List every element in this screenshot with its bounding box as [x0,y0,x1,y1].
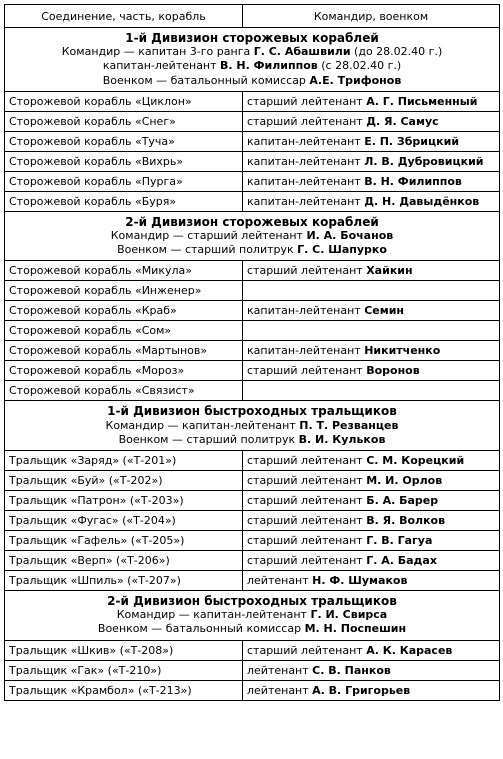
commander-name: Воронов [366,364,420,378]
table-row [5,680,500,700]
commander-cell [243,261,500,281]
commander-cell [243,301,500,321]
commander-cell [243,381,500,401]
commander-cell [243,131,500,151]
commander-name: Г. А. Бадах [366,554,437,568]
staff-name: И. А. Бочанов [306,229,394,243]
commander-cell [243,660,500,680]
section-header-row [5,591,500,641]
staff-period: (до 28.02.40 г.) [350,45,443,59]
staff-name: П. Т. Резванцев [299,418,399,432]
section-staff-line [9,229,495,243]
ship-name-cell: Тральщик «Фугас» («Т-204») [5,511,243,531]
ship-name-cell: Тральщик «Гафель» («Т-205») [5,531,243,551]
fleet-table [4,4,500,701]
ship-name-cell: Сторожевой корабль «Снег» [5,111,243,131]
table-row [5,151,500,171]
section-header-row [5,401,500,451]
commander-name: С. В. Панков [312,663,391,677]
section-header-cell [5,28,500,92]
ship-name-cell: Сторожевой корабль «Буря» [5,191,243,211]
commander-cell [243,191,500,211]
commander-rank: капитан-лейтенант [247,194,365,208]
commander-cell [243,451,500,471]
ship-name-cell: Сторожевой корабль «Инженер» [5,281,243,301]
section-title: 2-й Дивизион быстроходных тральщиков [107,594,397,609]
staff-role: Командир — капитан-лейтенант [116,608,311,622]
section-staff-line [9,419,495,433]
ship-name-cell: Тральщик «Буй» («Т-202») [5,471,243,491]
commander-rank: капитан-лейтенант [247,304,365,318]
staff-role: Военком — батальонный комиссар [97,622,305,636]
section-staff-line [9,74,495,88]
table-row [5,451,500,471]
ship-name-cell: Сторожевой корабль «Микула» [5,261,243,281]
commander-name: Г. В. Гагуа [366,534,433,548]
section-staff-line [9,622,495,636]
section-staff-line [9,59,495,73]
commander-name: Л. В. Дубровицкий [364,154,484,168]
table-row [5,361,500,381]
commander-cell [243,171,500,191]
commander-rank: капитан-лейтенант [247,344,365,358]
table-row [5,551,500,571]
header-unit-ship: Соединение, часть, корабль [5,5,243,28]
table-row [5,111,500,131]
commander-rank: лейтенант [247,574,313,588]
table-body [5,28,500,701]
commander-cell [243,151,500,171]
section-staff-line [9,433,495,447]
commander-rank: капитан-лейтенант [247,154,365,168]
section-staff-line [9,608,495,622]
section-header-row [5,28,500,92]
section-title: 1-й Дивизион сторожевых кораблей [125,31,379,45]
staff-role: Военком — старший политрук [118,432,299,446]
commander-rank: капитан-лейтенант [247,134,365,148]
commander-rank: старший лейтенант [247,114,367,128]
table-row [5,91,500,111]
commander-name: Д. Я. Самус [366,114,439,128]
section-header-row [5,211,500,261]
commander-name: А. К. Карасев [366,643,453,657]
commander-cell [243,281,500,301]
ship-name-cell: Тральщик «Шпиль» («Т-207») [5,571,243,591]
commander-name: А. Г. Письменный [366,94,478,108]
table-row [5,131,500,151]
commander-rank: старший лейтенант [247,534,367,548]
commander-cell [243,511,500,531]
commander-rank: лейтенант [247,683,313,697]
commander-name: В. Я. Волков [366,514,446,528]
ship-name-cell: Сторожевой корабль «Связист» [5,381,243,401]
table-row [5,281,500,301]
commander-name: С. М. Корецкий [366,454,465,468]
commander-rank: капитан-лейтенант [247,174,365,188]
table-row [5,261,500,281]
table-row [5,381,500,401]
table-row [5,640,500,660]
staff-name: Г. С. Абашвили [253,45,351,59]
commander-rank: старший лейтенант [247,94,367,108]
ship-name-cell: Тральщик «Гак» («Т-210») [5,660,243,680]
ship-name-cell: Тральщик «Патрон» («Т-203») [5,491,243,511]
section-staff-line [9,45,495,59]
table-row [5,571,500,591]
commander-rank: старший лейтенант [247,364,367,378]
commander-cell [243,491,500,511]
document [4,4,499,701]
commander-cell [243,361,500,381]
staff-role: Командир — капитан-лейтенант [105,418,300,432]
ship-name-cell: Тральщик «Шкив» («Т-208») [5,640,243,660]
commander-cell [243,571,500,591]
section-title: 2-й Дивизион сторожевых кораблей [125,214,379,229]
staff-name: А.Е. Трифонов [309,73,402,87]
section-header-cell [5,211,500,261]
commander-cell [243,531,500,551]
commander-name: Никитченко [364,344,441,358]
staff-period: (с 28.02.40 г.) [317,59,402,73]
staff-role: Военком — старший политрук [117,243,298,257]
staff-name: В. И. Кульков [298,432,386,446]
commander-cell [243,471,500,491]
table-row [5,171,500,191]
commander-name: Д. Н. Давыдёнков [364,194,480,208]
ship-name-cell: Сторожевой корабль «Циклон» [5,91,243,111]
commander-rank: старший лейтенант [247,643,367,657]
table-row [5,531,500,551]
section-header-cell [5,401,500,451]
table-row [5,321,500,341]
commander-cell [243,680,500,700]
commander-name: А. В. Григорьев [312,683,411,697]
commander-name: В. Н. Филиппов [364,174,462,188]
table-row [5,511,500,531]
commander-cell [243,551,500,571]
commander-cell [243,111,500,131]
ship-name-cell: Сторожевой корабль «Мартынов» [5,341,243,361]
commander-name: Б. А. Барер [366,494,439,508]
table-header-row [5,5,500,28]
staff-name: В. Н. Филиппов [220,59,318,73]
commander-name: Семин [364,304,405,318]
ship-name-cell: Сторожевой корабль «Краб» [5,301,243,321]
ship-name-cell: Тральщик «Крамбол» («Т-213») [5,680,243,700]
commander-rank: старший лейтенант [247,474,367,488]
commander-name: М. И. Орлов [366,474,443,488]
table-row [5,471,500,491]
staff-role: Командир — старший лейтенант [110,229,307,243]
staff-name: Г. И. Свирса [310,608,388,622]
commander-name: Е. П. Збрицкий [364,134,460,148]
ship-name-cell: Тральщик «Верп» («Т-206») [5,551,243,571]
commander-name: Н. Ф. Шумаков [312,574,408,588]
table-row [5,491,500,511]
table-row [5,301,500,321]
commander-cell [243,91,500,111]
commander-rank: старший лейтенант [247,264,367,278]
commander-cell [243,341,500,361]
staff-role: капитан-лейтенант [102,59,221,73]
staff-name: М. Н. Поспешин [304,622,407,636]
commander-rank: старший лейтенант [247,514,367,528]
staff-role: Командир — капитан 3-го ранга [61,45,254,59]
table-row [5,660,500,680]
commander-cell [243,321,500,341]
commander-rank: старший лейтенант [247,494,367,508]
table-row [5,341,500,361]
commander-rank: старший лейтенант [247,454,367,468]
ship-name-cell: Сторожевой корабль «Мороз» [5,361,243,381]
section-staff-line [9,243,495,257]
ship-name-cell: Тральщик «Заряд» («Т-201») [5,451,243,471]
commander-rank: старший лейтенант [247,554,367,568]
commander-cell [243,640,500,660]
table-row [5,191,500,211]
staff-role: Военком — батальонный комиссар [102,73,310,87]
header-commander: Командир, военком [243,5,500,28]
section-header-cell [5,591,500,641]
commander-name: Хайкин [366,264,413,278]
ship-name-cell: Сторожевой корабль «Сом» [5,321,243,341]
ship-name-cell: Сторожевой корабль «Вихрь» [5,151,243,171]
ship-name-cell: Сторожевой корабль «Туча» [5,131,243,151]
ship-name-cell: Сторожевой корабль «Пурга» [5,171,243,191]
section-title: 1-й Дивизион быстроходных тральщиков [107,404,397,419]
staff-name: Г. С. Шапурко [297,243,387,257]
commander-rank: лейтенант [247,663,313,677]
